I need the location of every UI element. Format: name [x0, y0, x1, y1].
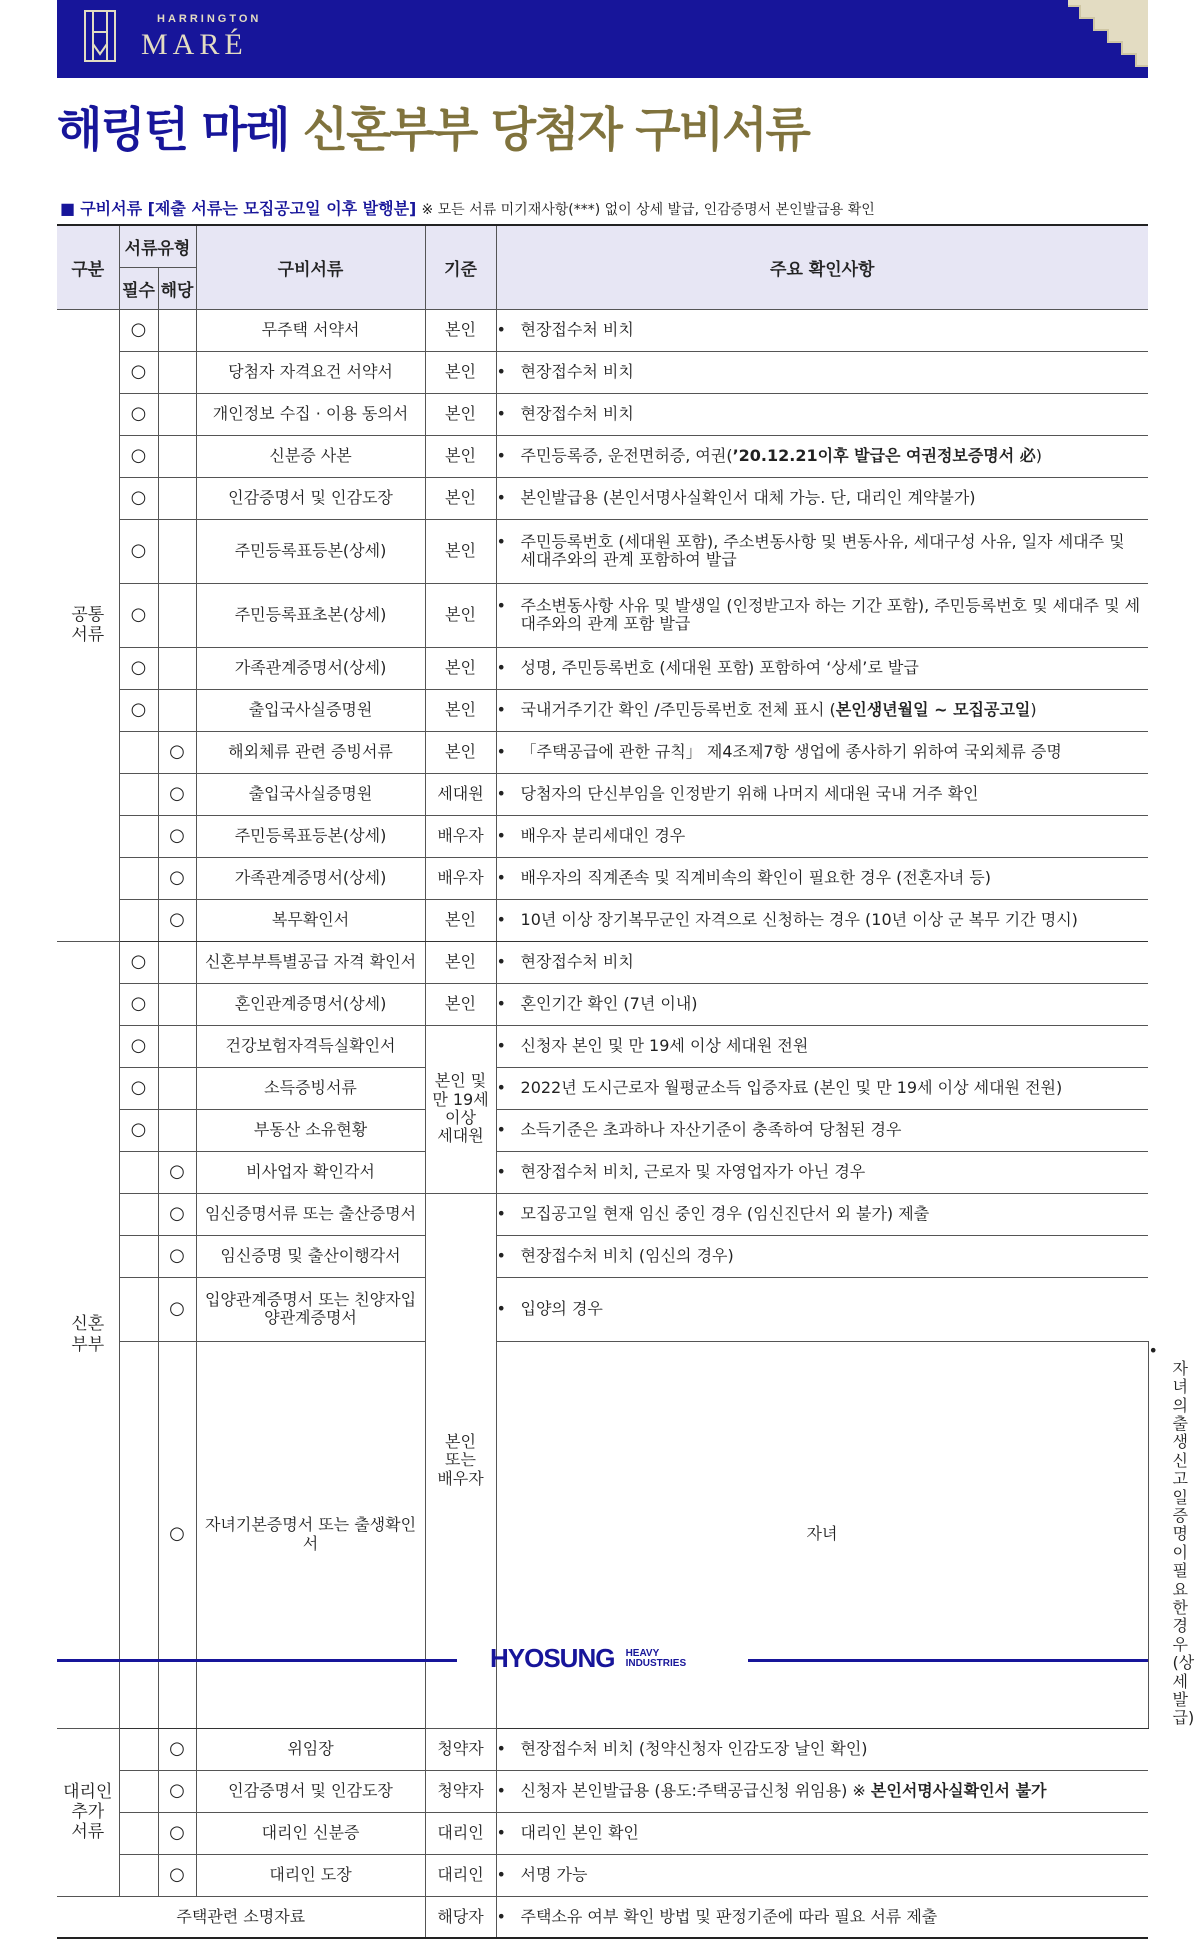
- required-mark: [119, 731, 158, 773]
- footer-logo-big: HYOSUNG: [490, 1643, 615, 1673]
- document-name: 소득증빙서류: [196, 1067, 425, 1109]
- bullet-icon: •: [496, 1077, 506, 1097]
- footer-line-right: [748, 1659, 1148, 1662]
- bullet-icon: •: [496, 1035, 506, 1055]
- document-name: 임신증명서류 또는 출산증명서: [196, 1193, 425, 1235]
- applicable-mark: [158, 519, 196, 583]
- section-note: ※ 모든 서류 미기재사항(***) 없이 상세 발급, 인감증명서 본인발급용 확인: [421, 202, 875, 218]
- bullet-icon: •: [496, 445, 506, 465]
- table-row: [57, 1770, 1148, 1812]
- applicable-mark: ○: [158, 1728, 196, 1770]
- applicable-mark: [158, 477, 196, 519]
- bullet-icon: •: [496, 1739, 506, 1758]
- note-main: 소득기준은 초과하나 자산기준이 충족하여 당첨된 경우: [520, 1119, 902, 1139]
- required-mark: ○: [119, 1025, 158, 1067]
- note-main: 대리인 본인 확인: [520, 1823, 639, 1842]
- brand-small: HARRINGTON: [157, 13, 262, 25]
- required-mark: ○: [119, 477, 158, 519]
- required-mark: [119, 815, 158, 857]
- table-body: [57, 309, 1195, 1938]
- bullet-icon: •: [496, 909, 506, 929]
- required-mark: ○: [119, 519, 158, 583]
- applicable-mark: ○: [158, 857, 196, 899]
- applicable-mark: ○: [158, 815, 196, 857]
- note-text: [496, 445, 1146, 465]
- table-row: [57, 1235, 1148, 1277]
- basis-cell: 본인: [425, 689, 496, 731]
- header-applicable: 해당: [158, 267, 196, 309]
- note-text: [496, 1906, 1146, 1926]
- note-main: 서명 가능: [520, 1865, 588, 1884]
- basis-merged-cell: 본인 및 만 19세 이상 세대원: [425, 1025, 496, 1193]
- document-name: 신혼부부특별공급 자격 확인서: [196, 941, 425, 983]
- note-main: 주소변동사항 사유 및 발생일 (인정받고자 하는 기간 포함), 주민등록번호 및 세대주 및 세대주와의 관계 포함 발급: [520, 595, 1141, 633]
- note-cell: [496, 815, 1148, 857]
- required-mark: [119, 899, 158, 941]
- applicable-mark: [158, 351, 196, 393]
- note-text: [496, 319, 1146, 339]
- documents-table: [57, 224, 1195, 1939]
- required-mark: [119, 1193, 158, 1235]
- note-main: 현장접수처 비치: [520, 951, 634, 971]
- basis-cell: 배우자: [425, 857, 496, 899]
- note-cell: [496, 309, 1148, 351]
- header-doc-type: 서류유형: [119, 225, 196, 267]
- note-text: [496, 1203, 1146, 1223]
- note-text: [496, 825, 1146, 845]
- section-title: 구비서류 [제출 서류는 모집공고일 이후 발행분]: [80, 199, 417, 218]
- note-text: [1148, 1340, 1195, 1728]
- required-mark: ○: [119, 351, 158, 393]
- required-mark: ○: [119, 1067, 158, 1109]
- header-document: 구비서류: [196, 225, 425, 309]
- title-part2: 신혼부부 당첨자 구비서류: [302, 103, 809, 158]
- note-cell: [496, 477, 1148, 519]
- document-name: 신분증 사본: [196, 435, 425, 477]
- document-name: 출입국사실증명원: [196, 773, 425, 815]
- basis-cell: 본인: [425, 899, 496, 941]
- note-main: 자녀의 출생신고일 증명이 필요한 경우 (상세발급): [1172, 1358, 1195, 1728]
- table-row: [57, 773, 1148, 815]
- bullet-icon: •: [496, 1203, 506, 1223]
- note-main: 주택소유 여부 확인 방법 및 판정기준에 따라 필요 서류 제출: [520, 1906, 938, 1926]
- header-category: 구분: [57, 225, 119, 309]
- document-name: 비사업자 확인각서: [196, 1151, 425, 1193]
- document-name: 자녀기본증명서 또는 출생확인서: [196, 1341, 425, 1728]
- note-cell: [496, 1067, 1148, 1109]
- table-row: [57, 1193, 1148, 1235]
- applicable-mark: ○: [158, 1770, 196, 1812]
- table-row: [57, 309, 1148, 351]
- required-mark: [119, 1151, 158, 1193]
- basis-cell: 본인: [425, 983, 496, 1025]
- note-bold: 본인생년월일 ~ 모집공고일: [835, 699, 1031, 719]
- required-mark: ○: [119, 393, 158, 435]
- required-mark: ○: [119, 647, 158, 689]
- note-text: [496, 783, 1146, 803]
- applicable-mark: ○: [158, 1341, 196, 1728]
- note-main: 10년 이상 장기복무군인 자격으로 신청하는 경우 (10년 이상 군 복무 기간 명시): [520, 909, 1078, 929]
- note-text: [496, 1865, 1146, 1884]
- document-name: 복무확인서: [196, 899, 425, 941]
- document-name: 해외체류 관련 증빙서류: [196, 731, 425, 773]
- note-cell: [496, 941, 1148, 983]
- basis-cell: 본인: [425, 941, 496, 983]
- required-mark: [119, 1341, 158, 1728]
- bullet-icon: •: [496, 319, 506, 339]
- applicable-mark: ○: [158, 1235, 196, 1277]
- applicable-mark: [158, 393, 196, 435]
- table-row: [57, 689, 1148, 731]
- applicable-mark: [158, 1067, 196, 1109]
- table-row: [57, 899, 1148, 941]
- required-mark: ○: [119, 941, 158, 983]
- note-text: [496, 403, 1146, 423]
- table-row: [57, 815, 1148, 857]
- bullet-icon: •: [496, 741, 506, 761]
- required-mark: ○: [119, 309, 158, 351]
- note-cell: [496, 731, 1148, 773]
- note-text: [496, 657, 1146, 677]
- note-cell: [496, 1109, 1148, 1151]
- document-name: 개인정보 수집 · 이용 동의서: [196, 393, 425, 435]
- document-name: 무주택 서약서: [196, 309, 425, 351]
- note-cell: [496, 1193, 1148, 1235]
- basis-cell: 해당자: [425, 1896, 496, 1938]
- basis-cell: 세대원: [425, 773, 496, 815]
- table-row: [57, 1277, 1148, 1341]
- note-cell: [496, 1235, 1148, 1277]
- required-mark: ○: [119, 435, 158, 477]
- document-name: 주민등록표등본(상세): [196, 815, 425, 857]
- note-cell: [496, 1812, 1148, 1854]
- required-mark: ○: [119, 983, 158, 1025]
- bullet-icon: •: [496, 825, 506, 845]
- note-cell: [496, 435, 1148, 477]
- bullet-icon: •: [496, 531, 506, 551]
- applicable-mark: ○: [158, 731, 196, 773]
- note-tail: ): [1030, 699, 1037, 719]
- header-notes: 주요 확인사항: [496, 225, 1148, 309]
- note-text: [496, 951, 1146, 971]
- applicable-mark: [158, 309, 196, 351]
- basis-cell: 자녀: [496, 1341, 1148, 1728]
- document-name: 혼인관계증명서(상세): [196, 983, 425, 1025]
- note-cell: [496, 583, 1148, 647]
- table-row: [57, 731, 1148, 773]
- note-cell: [496, 899, 1148, 941]
- hyosung-logo: [490, 1643, 686, 1674]
- note-text: [496, 1161, 1146, 1181]
- required-mark: [119, 1277, 158, 1341]
- note-main: 현장접수처 비치 (임신의 경우): [520, 1245, 734, 1265]
- table-row: [57, 1728, 1148, 1770]
- note-text: [496, 741, 1146, 761]
- note-cell: [496, 1854, 1148, 1896]
- note-main: 배우자 분리세대인 경우: [520, 825, 686, 845]
- document-name: 위임장: [196, 1728, 425, 1770]
- note-main: 모집공고일 현재 임신 중인 경우 (임신진단서 외 불가) 제출: [520, 1203, 930, 1223]
- bullet-icon: •: [496, 1865, 506, 1884]
- note-cell: [496, 519, 1148, 583]
- applicable-mark: [158, 647, 196, 689]
- basis-cell: 본인: [425, 393, 496, 435]
- required-mark: [119, 1812, 158, 1854]
- note-text: [496, 867, 1146, 887]
- bullet-icon: •: [496, 1245, 506, 1265]
- note-main: 「주택공급에 관한 규칙」 제4조제7항 생업에 종사하기 위하여 국외체류 증명: [520, 741, 1062, 761]
- applicable-mark: [158, 689, 196, 731]
- document-name: 입양관계증명서 또는 친양자입양관계증명서: [196, 1277, 425, 1341]
- applicable-mark: ○: [158, 1151, 196, 1193]
- bullet-icon: •: [496, 1906, 506, 1926]
- bullet-icon: •: [496, 361, 506, 381]
- applicable-mark: [158, 435, 196, 477]
- note-main: 주민등록번호 (세대원 포함), 주소변동사항 및 변동사유, 세대구성 사유, 일자 세대주 및 세대주와의 관계 포함하여 발급: [520, 531, 1125, 569]
- document-name: 가족관계증명서(상세): [196, 647, 425, 689]
- note-text: [496, 1298, 1146, 1318]
- note-cell: [496, 689, 1148, 731]
- note-text: [496, 699, 1146, 719]
- note-text: [496, 1077, 1146, 1097]
- bullet-icon: •: [496, 403, 506, 423]
- document-name: 대리인 신분증: [196, 1812, 425, 1854]
- required-mark: ○: [119, 583, 158, 647]
- basis-cell: 청약자: [425, 1728, 496, 1770]
- category-cell: 공통 서류: [57, 309, 119, 941]
- note-text: [496, 595, 1146, 634]
- footer-logo-small: [626, 1649, 687, 1669]
- applicable-mark: ○: [158, 1812, 196, 1854]
- basis-cell: 본인: [425, 519, 496, 583]
- bullet-icon: •: [496, 1298, 506, 1318]
- basis-merged-cell: 본인 또는 배우자: [425, 1193, 496, 1728]
- note-text: [496, 1119, 1146, 1139]
- required-mark: [119, 1854, 158, 1896]
- required-mark: [119, 1728, 158, 1770]
- header-band: [57, 0, 1148, 78]
- page-title: [57, 93, 809, 160]
- document-name: 당첨자 자격요건 서약서: [196, 351, 425, 393]
- document-name: 임신증명 및 출산이행각서: [196, 1235, 425, 1277]
- document-name: 주민등록표등본(상세): [196, 519, 425, 583]
- stairs-graphic-icon: [1048, 0, 1148, 78]
- applicable-mark: [158, 1025, 196, 1067]
- document-name: 주민등록표초본(상세): [196, 583, 425, 647]
- table-row: [57, 435, 1148, 477]
- note-tail: ): [1035, 445, 1043, 465]
- document-name: 인감증명서 및 인감도장: [196, 1770, 425, 1812]
- document-name: 부동산 소유현황: [196, 1109, 425, 1151]
- note-text: [496, 993, 1146, 1013]
- document-name: 출입국사실증명원: [196, 689, 425, 731]
- note-main: 현장접수처 비치: [520, 361, 634, 381]
- title-part1: 해링턴 마레: [57, 103, 289, 158]
- applicable-mark: ○: [158, 773, 196, 815]
- note-text: [496, 1823, 1146, 1842]
- table-row: [57, 1025, 1148, 1067]
- note-text: [496, 1781, 1146, 1800]
- footer-logo-small1: HEAVY: [625, 1647, 660, 1659]
- table-row: [57, 477, 1148, 519]
- table-row: [57, 1151, 1148, 1193]
- note-cell: [496, 1896, 1148, 1938]
- note-main: 혼인기간 확인 (7년 이내): [520, 993, 698, 1013]
- applicable-mark: [158, 983, 196, 1025]
- bullet-icon: •: [496, 951, 506, 971]
- applicable-mark: ○: [158, 899, 196, 941]
- basis-cell: 본인: [425, 731, 496, 773]
- bullet-icon: •: [496, 1823, 506, 1842]
- note-main: 2022년 도시근로자 월평균소득 입증자료 (본인 및 만 19세 이상 세대원 전원): [520, 1077, 1063, 1097]
- category-cell: 신혼 부부: [57, 941, 119, 1728]
- note-bold: ’20.12.21이후 발급은 여권정보증명서 必: [732, 445, 1036, 465]
- note-cell: [496, 1025, 1148, 1067]
- basis-cell: 청약자: [425, 1770, 496, 1812]
- bullet-icon: •: [496, 657, 506, 677]
- required-mark: ○: [119, 689, 158, 731]
- applicable-mark: ○: [158, 1854, 196, 1896]
- basis-cell: 본인: [425, 435, 496, 477]
- table-row: [57, 1812, 1148, 1854]
- basis-cell: 본인: [425, 351, 496, 393]
- applicable-mark: [158, 583, 196, 647]
- note-main: 현장접수처 비치: [520, 403, 634, 423]
- bullet-icon: •: [496, 783, 506, 803]
- basis-cell: 본인: [425, 477, 496, 519]
- bullet-icon: •: [496, 1161, 506, 1181]
- note-main: 현장접수처 비치: [520, 319, 634, 339]
- table-row: [57, 519, 1148, 583]
- table-row: [57, 1896, 1148, 1938]
- table-row: [57, 351, 1148, 393]
- note-text: [496, 909, 1146, 929]
- note-text: [496, 1035, 1146, 1055]
- header-basis: 기준: [425, 225, 496, 309]
- note-cell: [496, 773, 1148, 815]
- bullet-icon: •: [496, 993, 506, 1013]
- note-main: 국내거주기간 확인 /주민등록번호 전체 표시 (: [520, 699, 836, 719]
- note-main: 성명, 주민등록번호 (세대원 포함) 포함하여 ‘상세’로 발급: [520, 657, 919, 677]
- required-mark: [119, 857, 158, 899]
- document-name: 가족관계증명서(상세): [196, 857, 425, 899]
- table-row: [57, 1109, 1148, 1151]
- bullet-icon: •: [496, 867, 506, 887]
- table-row: [57, 941, 1148, 983]
- bullet-icon: •: [496, 595, 506, 615]
- note-main: 주민등록증, 운전면허증, 여권(: [520, 445, 733, 465]
- brand-large: MARÉ: [141, 28, 248, 61]
- table-row: [57, 647, 1148, 689]
- table-row: [57, 1854, 1148, 1896]
- note-main: 배우자의 직계존속 및 직계비속의 확인이 필요한 경우 (전혼자녀 등): [520, 867, 992, 887]
- basis-cell: 본인: [425, 647, 496, 689]
- note-main: 당첨자의 단신부임을 인정받기 위해 나머지 세대원 국내 거주 확인: [520, 783, 979, 803]
- table-row: [57, 1067, 1148, 1109]
- basis-cell: 배우자: [425, 815, 496, 857]
- bullet-icon: •: [1148, 1340, 1158, 1360]
- note-main: 현장접수처 비치 (청약신청자 인감도장 날인 확인): [520, 1739, 868, 1758]
- bullet-icon: •: [496, 487, 506, 507]
- header-required: 필수: [119, 267, 158, 309]
- note-main: 신청자 본인 및 만 19세 이상 세대원 전원: [520, 1035, 809, 1055]
- table-row: [57, 857, 1148, 899]
- required-mark: [119, 1235, 158, 1277]
- note-text: [496, 361, 1146, 381]
- basis-cell: 본인: [425, 309, 496, 351]
- note-main: 현장접수처 비치, 근로자 및 자영업자가 아닌 경우: [520, 1161, 866, 1181]
- footer-line-left: [57, 1659, 457, 1662]
- table-row: [57, 983, 1148, 1025]
- bullet-icon: •: [496, 699, 506, 719]
- note-cell: [496, 983, 1148, 1025]
- note-text: [496, 1245, 1146, 1265]
- required-mark: [119, 773, 158, 815]
- note-cell: [496, 1277, 1148, 1341]
- table-row: [57, 583, 1148, 647]
- note-cell: [496, 647, 1148, 689]
- note-bold: 본인서명사실확인서 불가: [870, 1781, 1047, 1800]
- document-name: 건강보험자격득실확인서: [196, 1025, 425, 1067]
- applicable-mark: [158, 1109, 196, 1151]
- applicable-mark: ○: [158, 1193, 196, 1235]
- required-mark: [119, 1770, 158, 1812]
- applicable-mark: [158, 941, 196, 983]
- note-cell: [496, 1770, 1148, 1812]
- note-text: [496, 531, 1146, 570]
- note-text: [496, 1739, 1146, 1758]
- document-name: 대리인 도장: [196, 1854, 425, 1896]
- required-mark: ○: [119, 1109, 158, 1151]
- bullet-icon: •: [496, 1781, 506, 1800]
- harrington-logo-icon: [84, 10, 116, 62]
- basis-cell: 대리인: [425, 1854, 496, 1896]
- document-name: 주택관련 소명자료: [57, 1896, 425, 1938]
- bullet-icon: •: [496, 1119, 506, 1139]
- note-main: 입양의 경우: [520, 1298, 603, 1318]
- basis-cell: 본인: [425, 583, 496, 647]
- note-text: [496, 487, 1146, 507]
- note-cell: [496, 1151, 1148, 1193]
- footer-logo-small2: INDUSTRIES: [625, 1657, 687, 1669]
- note-cell: [496, 1728, 1148, 1770]
- note-main: 신청자 본인발급용 (용도:주택공급신청 위임용) ※: [520, 1781, 871, 1800]
- note-cell: [496, 393, 1148, 435]
- note-main: 본인발급용 (본인서명사실확인서 대체 가능. 단, 대리인 계약불가): [520, 487, 976, 507]
- applicable-mark: ○: [158, 1277, 196, 1341]
- section-marker-icon: ■: [60, 199, 76, 218]
- section-heading: [60, 196, 875, 219]
- basis-cell: 대리인: [425, 1812, 496, 1854]
- note-cell: [496, 857, 1148, 899]
- table-row: [57, 393, 1148, 435]
- category-cell: 대리인 추가 서류: [57, 1728, 119, 1896]
- document-name: 인감증명서 및 인감도장: [196, 477, 425, 519]
- note-cell: [496, 351, 1148, 393]
